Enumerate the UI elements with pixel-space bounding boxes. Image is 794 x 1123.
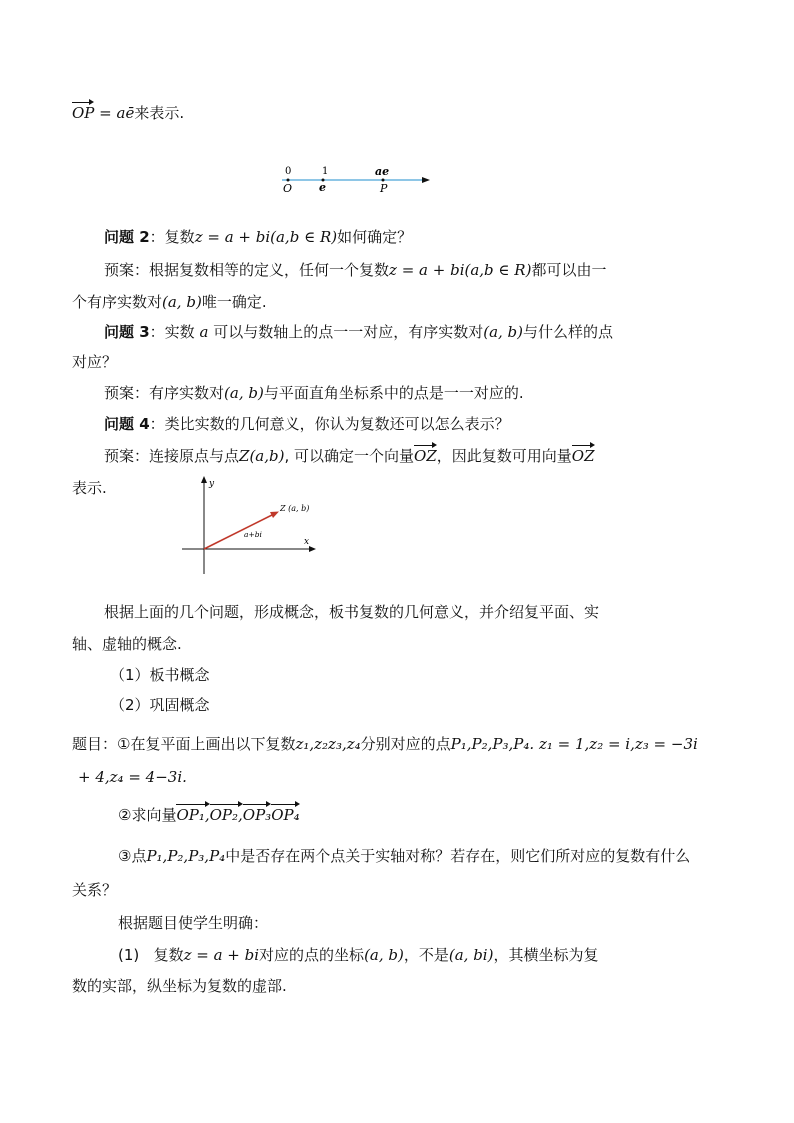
vector-op2: OP₂, — [209, 806, 243, 824]
point-label-e: e — [319, 181, 326, 194]
tick-label-0: 0 — [285, 166, 292, 177]
exercise-part-2: ②求向量OP₁,OP₂,OP₃OP₄ — [118, 806, 300, 824]
vector-op3: OP₃ — [242, 806, 272, 824]
tick-label-ae: ae — [375, 165, 390, 178]
exercise-line-2: + 4,z₄ = 4−3i. — [78, 768, 187, 786]
answer-3: 预案：有序实数对(a, b)与平面直角坐标系中的点是一一对应的. — [104, 384, 524, 402]
complex-plane-figure — [178, 474, 322, 578]
y-axis-label: y — [209, 479, 215, 489]
conclusion-1-line-1: (1) 复数z = a + bi对应的点的坐标(a, b)，不是(a, bi)，其横坐标为复 — [118, 946, 599, 964]
vector-oz-2: OZ — [571, 447, 595, 465]
exercise-part-3-line-1: ③点P₁,P₂,P₃,P₄中是否存在两个点关于实轴对称？若存在，则它们所对应的复数有什么 — [118, 847, 691, 865]
vector-op: OP — [72, 104, 95, 122]
answer-2-line-2: 个有序实数对(a, b)唯一确定. — [72, 293, 267, 311]
number-line-arrow — [422, 177, 430, 183]
x-axis-label: x — [304, 537, 310, 547]
step-2: （2）巩固概念 — [110, 696, 210, 714]
y-axis-arrow — [201, 476, 207, 483]
tick-label-1: 1 — [322, 166, 329, 177]
vector-label: a+bi — [244, 530, 262, 539]
conclusion-intro: 根据题目使学生明确： — [118, 914, 269, 932]
step-1: （1）板书概念 — [110, 666, 210, 684]
exercise-line-1: 题目：①在复平面上画出以下复数z₁,z₂z₃,z₄分别对应的点P₁,P₂,P₃,P₄. z₁ = 1,z₂ = i,z₃ = −3i — [72, 735, 698, 753]
vector-oz-arrow-line — [204, 514, 274, 549]
question-2: 问题 2：复数z = a + bi(a,b ∈ R)如何确定？ — [104, 228, 413, 246]
point-z-label: Z (a, b) — [280, 504, 310, 513]
vector-oz: OZ — [414, 447, 437, 465]
answer-4-line-2: 表示. — [72, 479, 107, 497]
question-4: 问题 4：类比实数的几何意义，你认为复数还可以怎么表示？ — [104, 415, 510, 433]
number-line-figure — [276, 162, 436, 196]
answer-4-line-1: 预案：连接原点与点Z(a,b), 可以确定一个向量OZ，因此复数可用向量OZ — [104, 447, 595, 465]
question-3-line-1: 问题 3：实数 a 可以与数轴上的点一一对应，有序实数对(a, b)与什么样的点 — [104, 323, 614, 341]
summary-line-1: 根据上面的几个问题，形成概念，板书复数的几何意义，并介绍复平面、实 — [104, 603, 600, 621]
x-axis-arrow — [309, 546, 316, 552]
vector-op4: OP₄ — [271, 806, 300, 824]
conclusion-1-line-2: 数的实部，纵坐标为复数的虚部. — [72, 977, 287, 995]
point-label-p: P — [380, 182, 388, 195]
point-label-o: O — [283, 182, 293, 195]
vector-op1: OP₁, — [176, 806, 210, 824]
summary-line-2: 轴、虚轴的概念. — [72, 635, 182, 653]
exercise-part-3-line-2: 关系？ — [72, 881, 118, 899]
answer-2-line-1: 预案：根据复数相等的定义，任何一个复数z = a + bi(a,b ∈ R)都可以由一 — [104, 261, 607, 279]
text-line-op: OP = aē来表示. — [72, 104, 185, 122]
question-3-line-2: 对应？ — [72, 353, 118, 371]
